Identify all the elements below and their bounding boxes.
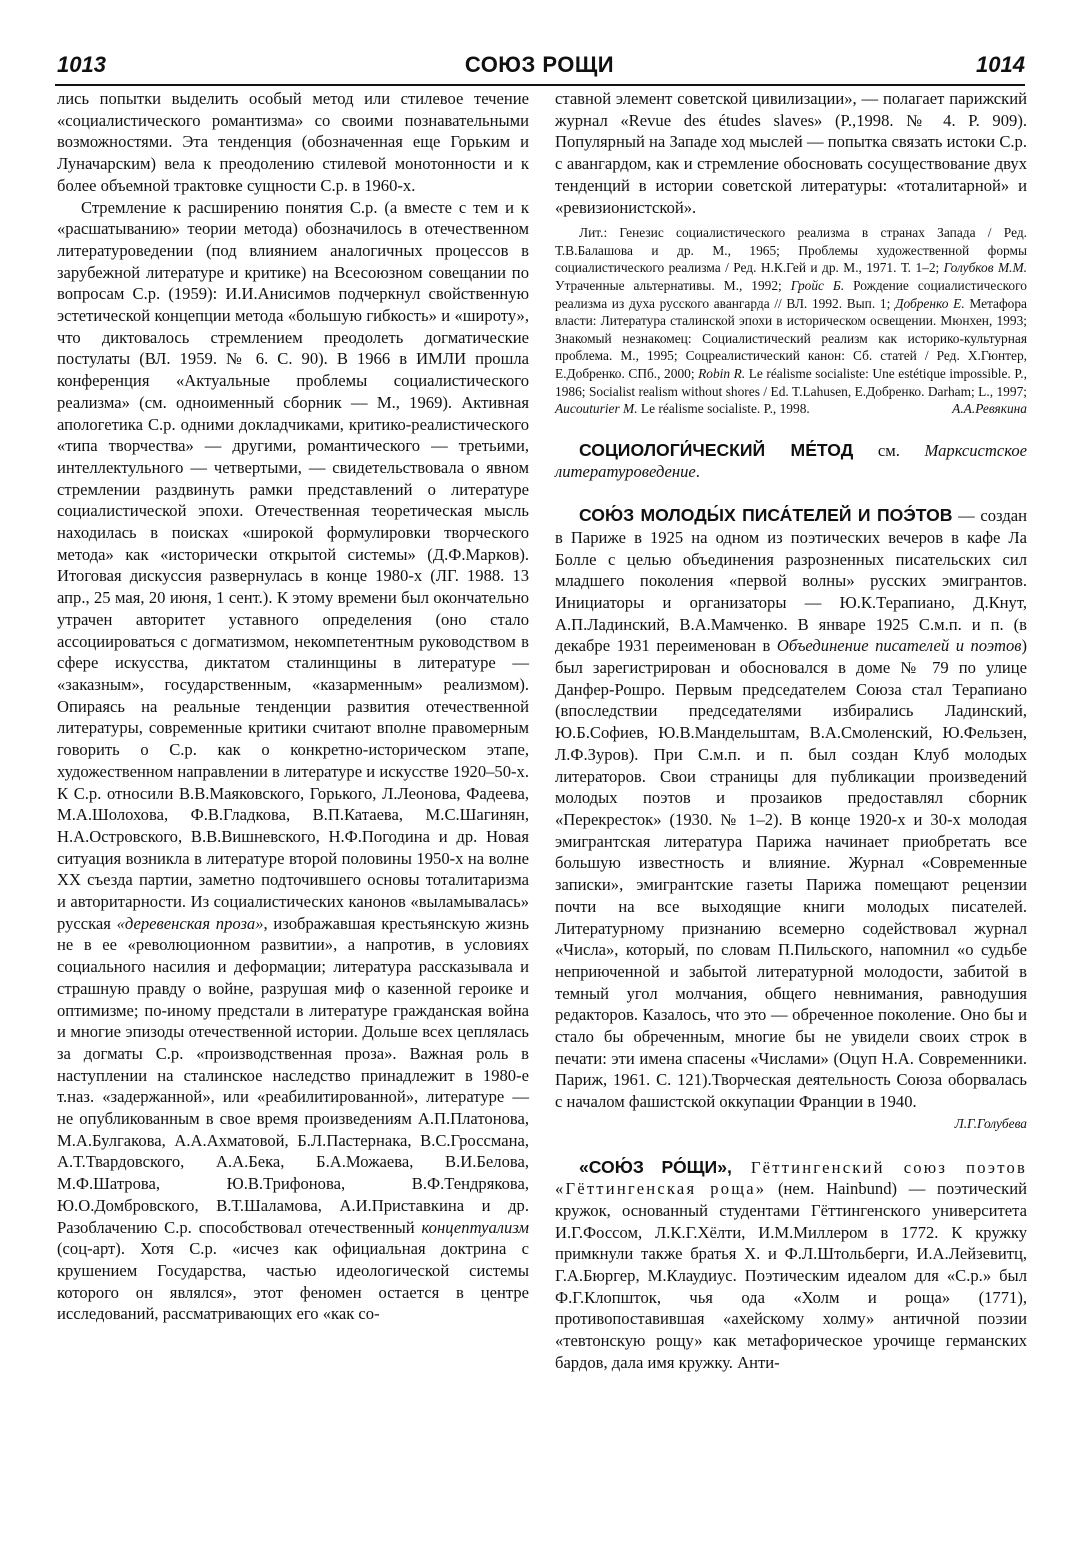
text-run: (нем. Hainbund) — поэтический кружок, основанный студентами Гёттингенского университета И.Г.Фоссом, Л.К.Г.Хёлти, И.М.Миллером в 1772. К кружку примкнули также братья Х. и Ф.Л.Штольберги, И.А.Лейзевитц, Г.А.Бюргер, М.Клаудиус. Поэтическим идеалом для «С.р.» был Ф.Г.Клопшток, чья ода «Холм и роща» (1771), противопоставившая «ахейскому холму» античной поэзии «тевтонскую рощу» как метафорическое урочище германских бардов, дала имя кружку. Анти-	[555, 1179, 1027, 1372]
paragraph: лись попытки выделить особый метод или стилевое течение «социалистического романтизма» со своими познавательными возможностями. Эта тенденция (обозначенная еще Горьким и Луначарским) вела к преодолению стилевой монотонности и к более объемной трактовке сущности С.р. в 1960-х.	[57, 89, 529, 195]
author-signature: Л.Г.Голубева	[954, 1115, 1027, 1131]
text-run: ) был зарегистрирован и обосновался в доме № 79 по улице Данфер-Рошро. Первым председателем Союза стал Терапиано (впоследствии председателями избирались Ладинский, Ю.Б.Софиев, Ю.В.Мандельштам, В.А.Смоленский, Ю.Фельзен, Л.Ф.Зуров). При С.м.п. и п. был создан Клуб молодых литераторов. Свои страницы для публикации произведений молодых поэтов и прозаиков предоставлял сборник «Перекресток» (1930. № 1–2). В конце 1920-х и 30-х молодая эмигрантская литература Парижа начинает приобретать все большую известность и влияние. Журнал «Современные записки», эмигрантские газеты Парижа помещают рецензии почти на все выходящие книги молодых писателей. Литературному признанию всемерно содействовал журнал «Числа», который, по словам П.Пильского, напомнил «о судьбе неприюченной и забытой литературной молодости, забитой в темный угол молчания, общего невнимания, равнодушия редакторов. Казалось, что это — обреченное поколение. Оно бы и стало бы обреченным, многие бы не увидели своих строк в печати: эти имена спасены «Числами» (Оцуп Н.А. Современники. Париж, 1961. С. 121).Творческая деятельность Союза оборвалась с началом фашистской оккупации Франции в 1940.	[555, 636, 1027, 1112]
text-run: (соц-арт). Хотя С.р. «исчез как официальная доктрина с крушением Государства, частью идеологической системы которого он являлся», этот феномен остается в центре исследований, рассматривающих его «как со-	[57, 1239, 529, 1324]
entry-headword: СОЮ́З МОЛОДЫ́Х ПИСА́ТЕЛЕЙ И ПОЭ́ТОВ	[579, 505, 953, 526]
author-name: Robin R.	[698, 365, 746, 381]
page-header	[0, 0, 1079, 84]
author-name: Aucouturier M.	[555, 401, 638, 417]
text-run: Le réalisme socialiste: Une estétique impossible. P., 1986; Socialist realism without shores / Ed. T.Lahusen, E.Добренко. Darham; L., 1997;	[555, 365, 1027, 399]
alt-name: Гёттингенский союз поэтов «Гёттингенская роща»	[555, 1157, 1027, 1199]
paragraph: ставной элемент советской цивилизации», — полагает парижский журнал «Revue des études slaves» (P.,1998. № 4. P. 909). Популярный на Западе ход мыслей — попытка связать истоки С.р. с авангардом, как и стремление обосновать сосуществование двух тенденций в истории советской литературы: «тоталитарной» и «ревизионистской».	[555, 89, 1027, 217]
author-name: Голубков М.М.	[943, 260, 1027, 276]
text-run: Стремление к расширению понятия С.р. (а вместе с тем и к «расшатыванию» теории метода) обозначилось в отечественном литературоведении (под влиянием аналогичных процессов в зарубежной литературе и критике) на Всесоюзном совещании по вопросам С.р. (1959): И.И.Анисимов подчеркнул свойственную эстетической концепции метода «большую гибкость» и «широту», что диктовалось стремлением преодолеть догматические постулаты (ВЛ. 1959. № 6. С. 90). В 1966 в ИМЛИ прошла конференция «Актуальные проблемы социалистического реализма» (см. одноименный сборник — М., 1969). Активная апологетика С.р. одними докладчиками, критико-реалистического «типа творчества» — другими, романтического — третьими, интеллектульного — четвертыми, — свидетельствовала о явном стремлении раздвинуть рамки представлений о литературе социалистической эпохи. Отечественная теоретическая мысль находилась в поисках «широкой формулировки творческого метода» как «исторически открытой системы» (Д.Ф.Марков). Итоговая дискуссия развернулась в конце 1980-х (ЛГ. 1988. 13 апр., 25 мая, 20 июня, 1 сент.). К этому времени был окончательно утрачен авторитет уставного определения (оно стало ассоциироваться с догматизмом, некомпетентным руководством в сфере искусства, диктатом сталинщины в литературе — «заказным», государственным, «казарменным» реализмом). Опираясь на реальные тенденции развития отечественной литературы, современные критики считают вполне правомерным говорить о С.р. как о конкретно-историческом этапе, художественном направлении в литературе и искусстве 1920–50-х. К С.р. относили В.В.Маяковского, Горького, Л.Леонова, Фадеева, М.А.Шолохова, Ф.В.Гладкова, В.П.Катаева, М.С.Шагинян, Н.А.Островского, В.В.Вишневского, Н.Ф.Погодина и др. Новая ситуация возникла в литературе второй половины 1950-х на волне XX съезда партии, заметно подточившего основы тоталитаризма и авторитарности. Из социалистических канонов «выламывалась» русская	[57, 197, 529, 933]
left-column	[57, 88, 529, 1325]
cross-reference-link[interactable]: Марксистское литературоведение	[555, 440, 1027, 482]
header-rule	[55, 84, 1025, 86]
entry-hainbund	[555, 1157, 1027, 1374]
cross-reference-link[interactable]: Объединение писателей и поэтов	[776, 636, 1022, 656]
page-number-right: 1014	[976, 52, 1025, 77]
text-run: Le réalisme socialiste. P., 1998.	[637, 401, 810, 417]
author-signature: А.А.Ревякина	[952, 401, 1027, 417]
author-name: Добренко Е.	[894, 295, 965, 311]
text-run: .	[695, 462, 700, 482]
text-run: Лит.: Генезис социалистического реализма в странах Запада / Ред. Т.В.Балашова и др. М., 1965; Проблемы художественной формы социалистического реализма / Ред. Н.К.Гей и др. М., 1971. Т. 1–2;	[555, 225, 1027, 276]
text-run: Рождение социалистического реализма из духа русского авангарда // ВЛ. 1992. Вып. 1;	[555, 278, 1027, 311]
bibliography	[555, 224, 1027, 418]
entry-headword: СОЦИОЛОГИ́ЧЕСКИЙ МЕ́ТОД	[579, 439, 854, 460]
text-run: Утраченные альтернативы. М., 1992;	[555, 278, 791, 293]
italic-term[interactable]: «деревенская проза»	[116, 913, 264, 933]
text-run: — создан в Париже в 1925 на одном из поэтических вечеров в кафе Ла Болле с целью объединения разрозненных писательских сил младшего поколения «первой волны» русских эмигрантов. Инициаторы и организаторы — Ю.К.Терапиано, Д.Кнут, А.П.Ладинский, В.А.Мамченко. В январе 1925 С.м.п. и п. (в декабре 1931 переименован в	[555, 506, 1028, 656]
italic-term[interactable]: концептуализм	[421, 1217, 529, 1237]
author-name: Гройс Б.	[790, 278, 845, 293]
paragraph	[57, 197, 529, 1326]
running-title: СОЮЗ РОЩИ	[464, 52, 615, 77]
text-run: , изображавшая крестьянскую жизнь не в ее «революционном развитии», а напротив, в условиях социального насилия и деформации; литература рассказывала и страшную правду о войне, разрушая миф о казенной героике и оптимизме; по-иному предстали в литературе гражданская война и многие эпизоды отечественной истории. Дольше всех цеплялась за догматы С.р. «производственная проза». Важная роль в наступлении на сталинское наследство принадлежит в 1980-е т.наз. «задержанной», или «реабилитированной», литературе — не опубликованным в свое время произведениям А.П.Платонова, М.А.Булгакова, А.А.Ахматовой, Б.Л.Пастернака, В.С.Гроссмана, А.Т.Твардовского, А.А.Бека, Б.А.Можаева, В.И.Белова, М.Ф.Шатрова, Ю.В.Трифонова, В.Ф.Тендрякова, Ю.О.Домбровского, В.Т.Шаламова, А.И.Приставкина и др. Разоблачению С.р. способствовал отечественный	[57, 913, 530, 1237]
entry-headword: «СОЮ́З РО́ЩИ»,	[579, 1156, 732, 1177]
text-run: Метафора власти: Литература сталинской эпохи в историческом освещении. Мюнхен, 1993; Знакомый незнакомец: Социалистический реализм как историко-культурная проблема. М., 1995; Соцреалистический канон: Сб. статей / Ред. Х.Гюнтер, Е.Добренко. СПб., 2000;	[555, 295, 1028, 381]
entry-union-young-writers	[555, 505, 1027, 1113]
page-number-left: 1013	[57, 52, 106, 77]
text-run: см.	[853, 440, 925, 460]
entry-sociological-method	[555, 440, 1027, 483]
right-column	[555, 88, 1027, 1374]
